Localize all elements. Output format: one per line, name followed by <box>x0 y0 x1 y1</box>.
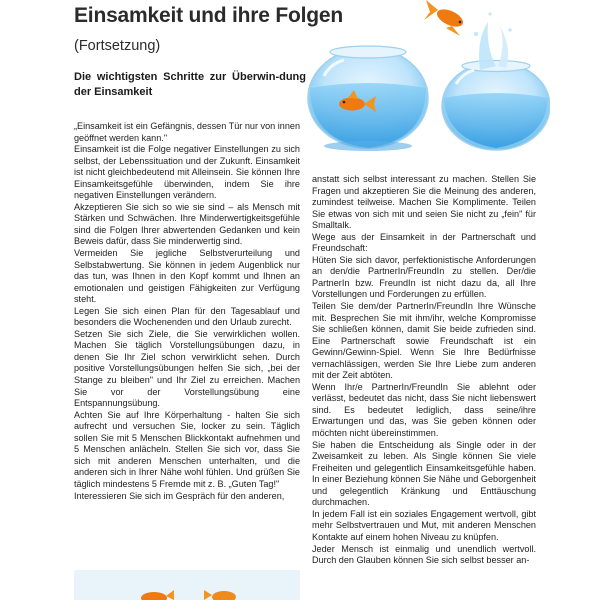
jumping-goldfish-icon <box>424 0 466 36</box>
page-title: Einsamkeit und ihre Folgen <box>74 4 344 27</box>
paragraph: Jeder Mensch ist einmalig und unendlich wertvoll. Durch den Glauben können Sie sich selbst besser an- <box>312 543 536 566</box>
water-splash <box>474 13 512 71</box>
page-subtitle: (Fortsetzung) <box>74 38 161 54</box>
paragraph: In jedem Fall ist ein soziales Engagement wertvoll, gibt mehr Selbstvertrauen und Mut, mit anderen Menschen Kontakte auf einem hohen Niveau zu knüpfen. <box>312 508 536 542</box>
paragraph: Teilen Sie dem/der PartnerIn/FreundIn Ihre Wünsche mit. Besprechen Sie mit ihm/ihr, welche Kompromisse Sie schließen können, damit Sie beide zufrieden sind. Eine Partnerschaft sowie Freundschaft ist ein Gewinn/Gewinn-Spiel. Wenn Sie Ihre Bedürfnisse vernachlässigen, werden Sie Ihre Liebe zum anderen mit der Zeit abtöten. <box>312 301 536 381</box>
right-fishbowl <box>442 61 550 151</box>
paragraph: Hüten Sie sich davor, perfektionistische Anforderungen an den/die PartnerIn/FreundIn zu stellen. Der/die PartnerIn bzw. FreundIn ist nicht dazu da, all Ihre Vorstellungen und Forderungen zu erfüllen. <box>312 254 536 300</box>
paragraph: Vermeiden Sie jegliche Selbstverurteilung und Selbstabwertung. Sie können in jedem Augenblick nur das tun, was Ihnen in den Kopf kommt und Ihnen an emotionalen und geistigen Fähigkeiten zur Verfügung steht. <box>74 248 300 305</box>
paragraph: Sie haben die Entscheidung als Single oder in der Zweisamkeit zu leben. Als Single können Sie viele Freiheiten und gelegentlich Einsamkeitsgefühle haben. In einer Beziehung können Sie Nähe und Geborgenheit und gelegentlich Kränkung und Enttäuschung durchmachen. <box>312 439 536 508</box>
paragraph: Interessieren Sie sich im Gespräch für den anderen, <box>74 490 285 501</box>
paragraph: Wege aus der Einsamkeit in der Partnerschaft und Freundschaft: <box>312 231 536 254</box>
text-column-right <box>312 174 536 567</box>
section-heading: Die wichtigsten Schritte zur Überwin-dung der Einsamkeit <box>74 71 306 98</box>
text-column-left <box>74 121 300 502</box>
paragraph: Wenn Ihr/e PartnerIn/FreundIn Sie ablehnt oder verlässt, bedeutet das nicht, dass Sie nicht liebenswert sind. Es bedeutet lediglich, dass seine/ihre Erwartungen und das, was Sie geben können oder möchten nicht übereinstimmen. <box>312 381 536 439</box>
paragraph: Achten Sie auf Ihre Körperhaltung - halten Sie sich aufrecht und versuchen Sie, locker zu sein. Täglich sollen Sie mit 5 Menschen Blickkontakt aufnehmen und 5 Menschen anlächeln. Stellen Sie sich vor, dass Sie sich mit anderen Menschen unterhalten, und die anderen sich in Ihrer Nähe wohl fühlen. Und grüßen Sie täglich mindestens 5 Fremde mit z. B. „Guten Tag!" <box>74 409 300 489</box>
paragraph: Akzeptieren Sie sich so wie sie sind – als Mensch mit Stärken und Schwächen. Ihre Minderwertigkeitsgefühle sind die Folgen Ihrer abwertenden Gedanken und kein Beweis dafür, dass Sie minderwertig sind. <box>74 201 300 247</box>
paragraph: Einsamkeit ist die Folge negativer Einstellungen zu sich selbst, der Lebenssituation und der Zukunft. Einsamkeit ist nicht gleichbedeutend mit Alleinsein. Sie können Ihre Einsamkeitsgefühle überwinden, indem Sie ihre negativen Einstellungen verändern. <box>74 144 300 201</box>
goldfish-bowls-illustration <box>300 0 550 160</box>
paragraph: Legen Sie sich einen Plan für den Tagesablauf und besonders die Wochenenden und den Urlaub zurecht. <box>74 305 300 328</box>
paragraph: Setzen Sie sich Ziele, die Sie verwirklichen wollen. Machen Sie täglich Vorstellungsübungen dazu, in denen Sie Ihr Ziel schon verwirklicht sehen. Durch positive Vorstellungsübungen helfen Sie sich, „bei der Stange zu bleiben" und Ihr Ziel zu erreichen. Machen Sie vor der Vorstellungsübung eine Entspannungsübung. <box>74 328 300 409</box>
bottom-goldfish-photo <box>74 564 300 600</box>
paragraph: „Einsamkeit ist ein Gefängnis, dessen Tür nur von innen geöffnet werden kann." <box>74 121 300 143</box>
left-fishbowl <box>308 46 428 151</box>
paragraph: anstatt sich selbst interessant zu machen. Stellen Sie Fragen und akzeptieren Sie die Meinung des anderen, zumindest teilweise. Machen Sie Komplimente. Teilen Sie etwas von sich mit und seien Sie nicht zu „fein" für Smalltalk. <box>312 174 536 231</box>
